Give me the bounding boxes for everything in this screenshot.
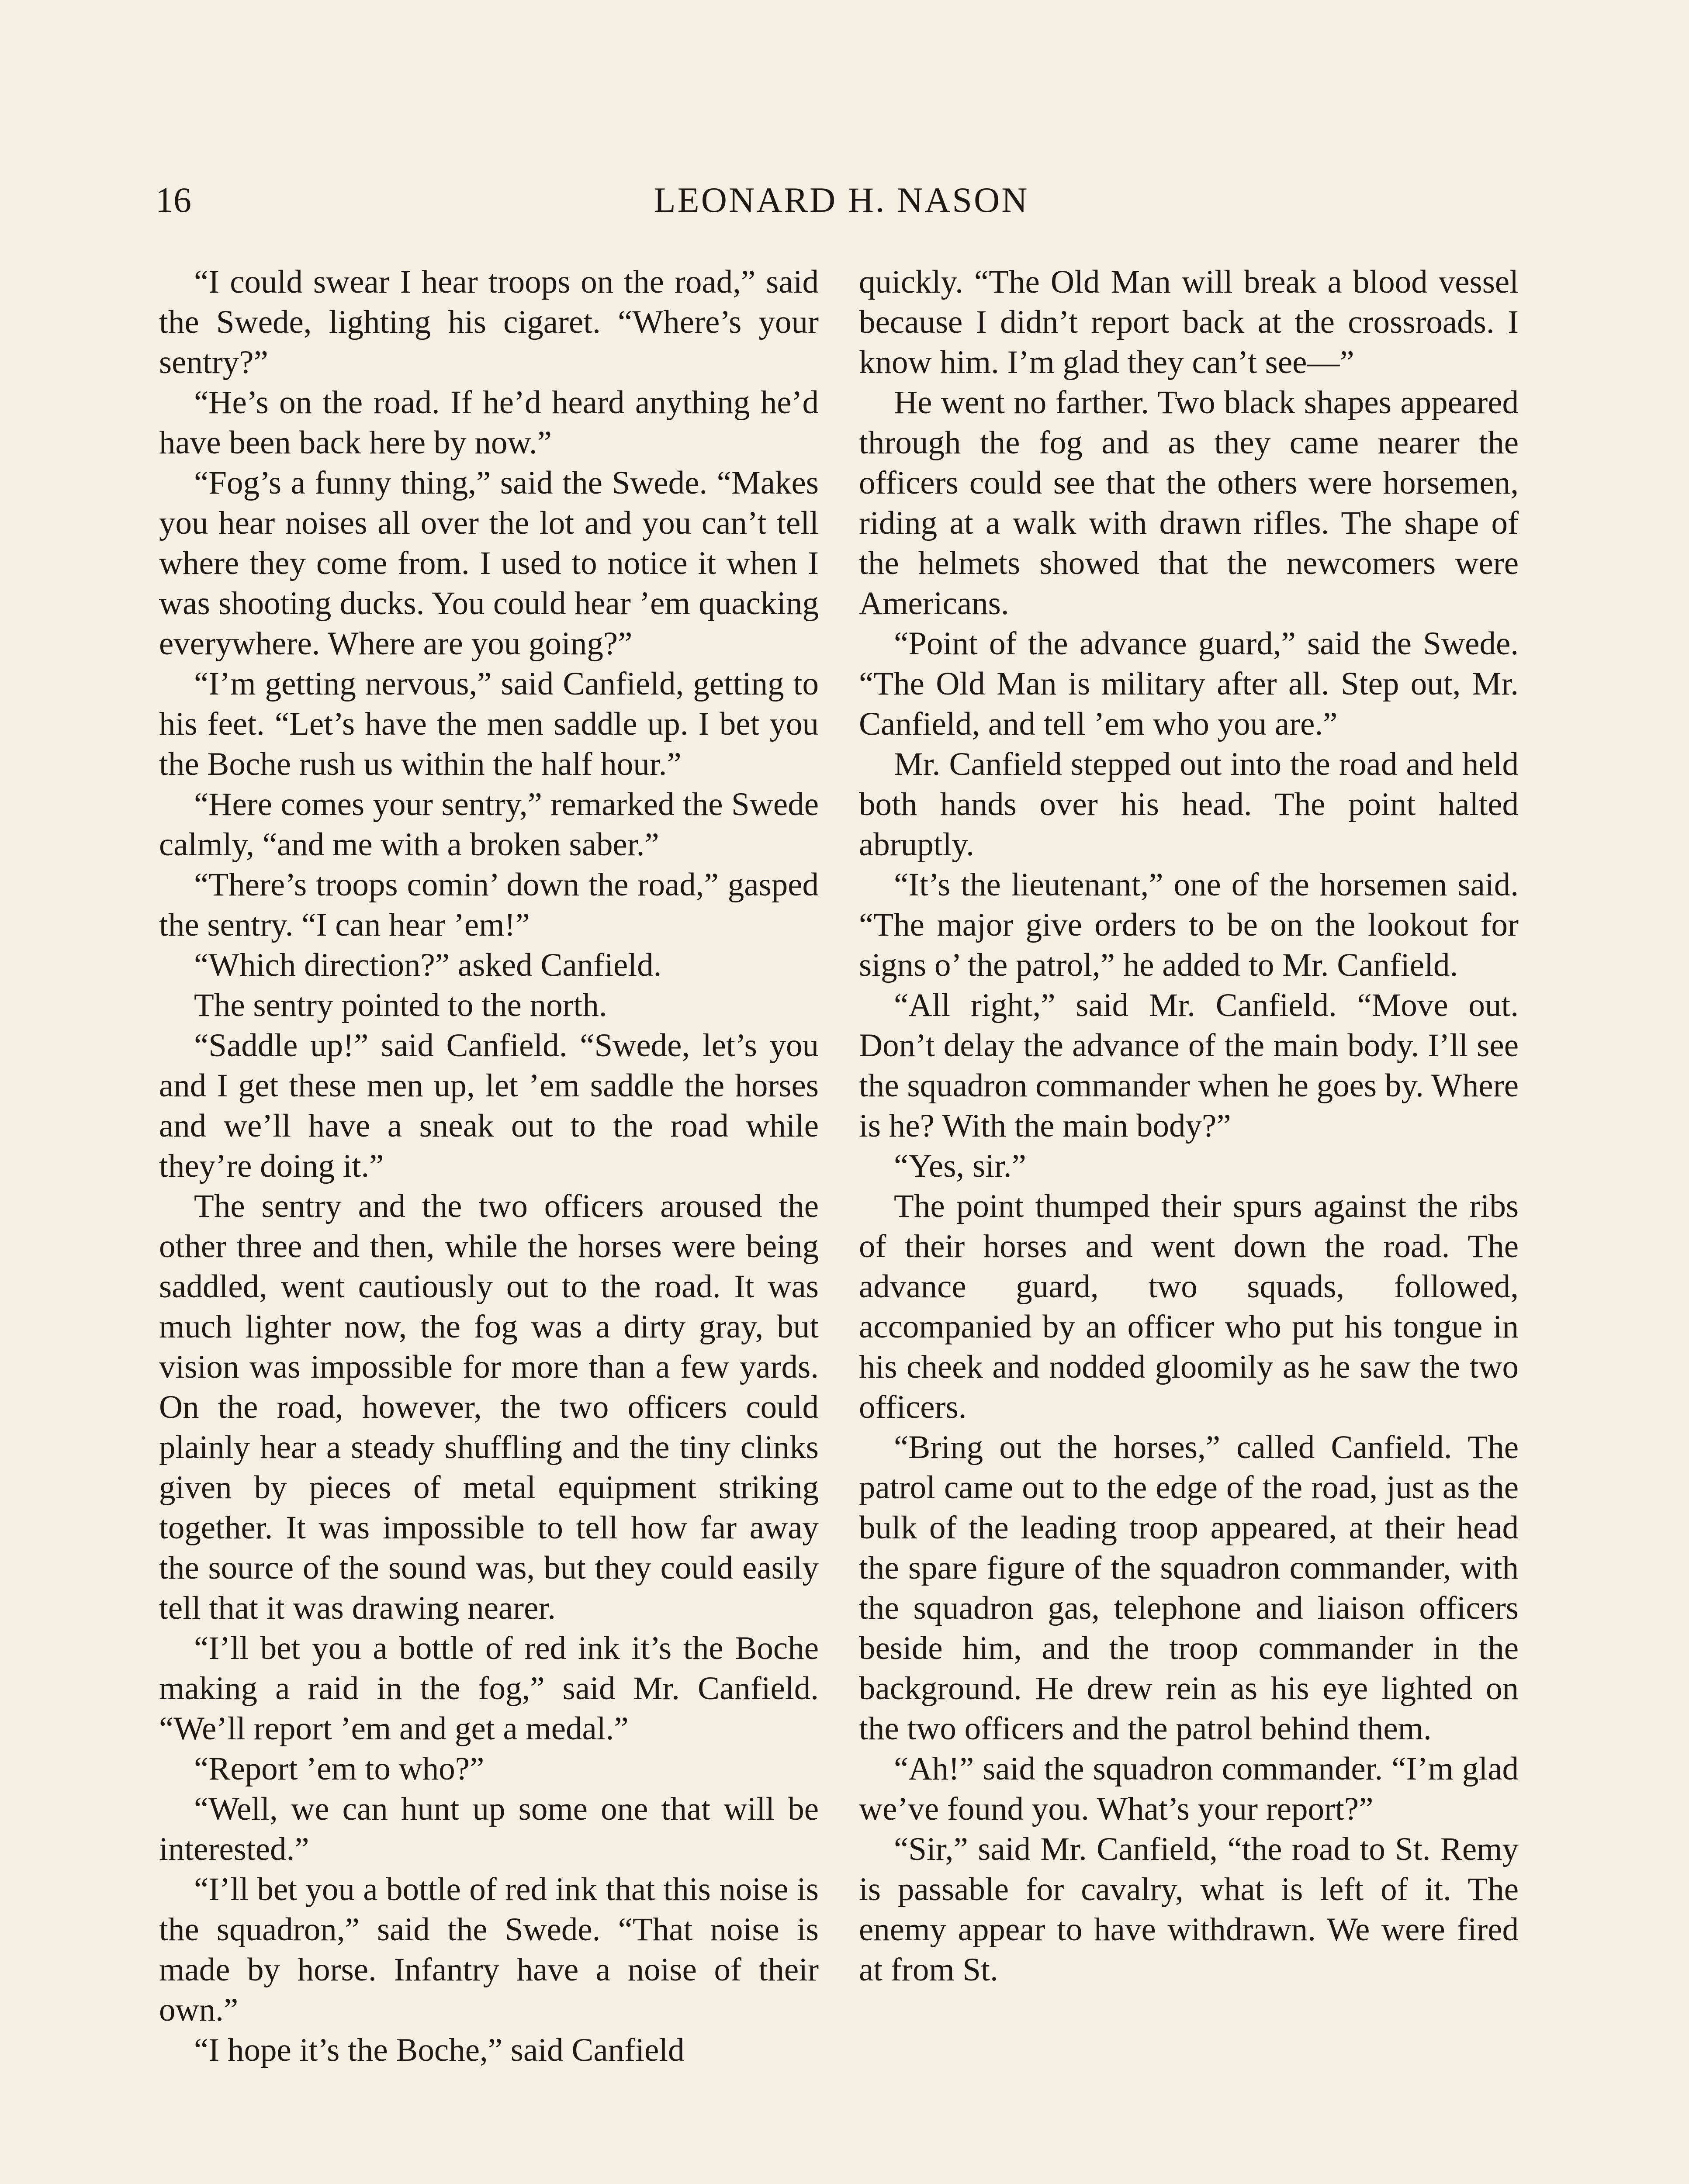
paragraph: The point thumped their spurs against the ribs of their horses and went down the road. The advance guard, two squads, followed, accompanied by an officer who put his tongue in his cheek and nodded gloomily as he saw the two officers. <box>859 1188 1519 1425</box>
paragraph: “I hope it’s the Boche,” said Canfield <box>194 2032 685 2068</box>
paragraph: “Saddle up!” said Canfield. “Swede, let’s you and I get these men up, let ’em saddle the horses and we’ll have a sneak out to the road while they’re doing it.” <box>159 1027 819 1184</box>
running-head: LEONARD H. NASON <box>654 180 1029 220</box>
paragraph: “Well, we can hunt up some one that will be interested.” <box>159 1791 819 1867</box>
paragraph: “He’s on the road. If he’d heard anything he’d have been back here by now.” <box>159 384 819 461</box>
paragraph: “I’ll bet you a bottle of red ink it’s the Boche making a raid in the fog,” said Mr. Canfield. “We’ll report ’em and get a medal.” <box>159 1630 819 1747</box>
paragraph: “I’m getting nervous,” said Canfield, getting to his feet. “Let’s have the men saddle up. I bet you the Boche rush us within the half hour.” <box>159 666 819 782</box>
paragraph: “Point of the advance guard,” said the Swede. “The Old Man is military after all. Step out, Mr. Canfield, and tell ’em who you are.” <box>859 625 1519 742</box>
paragraph: “I could swear I hear troops on the road,” said the Swede, lighting his cigaret. “Where’s your sentry?” <box>159 264 819 380</box>
right-column <box>859 262 1519 1990</box>
page-number: 16 <box>156 180 191 220</box>
continued-paragraph: quickly. “The Old Man will break a blood vessel because I didn’t report back at the crossroads. I know him. I’m glad they can’t see—” <box>859 264 1519 380</box>
paragraph: “Sir,” said Mr. Canfield, “the road to St. Remy is passable for cavalry, what is left of it. The enemy appear to have withdrawn. We were fired at from St. <box>859 1831 1519 1988</box>
paragraph: “Bring out the horses,” called Canfield. The patrol came out to the edge of the road, just as the bulk of the leading troop appeared, at their head the spare figure of the squadron commander, with the squadron gas, telephone and liaison officers beside him, and the troop commander in the background. He drew rein as his eye lighted on the two officers and the patrol behind them. <box>859 1429 1519 1747</box>
paragraph: He went no farther. Two black shapes appeared through the fog and as they came nearer the officers could see that the others were horsemen, riding at a walk with drawn rifles. The shape of the helmets showed that the newcomers were Americans. <box>859 384 1519 622</box>
paragraph: “Report ’em to who?” <box>194 1751 485 1787</box>
page-header <box>156 174 1527 226</box>
paragraph: “I’ll bet you a bottle of red ink that this noise is the squadron,” said the Swede. “That noise is made by horse. Infantry have a noise of their own.” <box>159 1871 819 2028</box>
paragraph: “All right,” said Mr. Canfield. “Move out. Don’t delay the advance of the main body. I’ll see the squadron commander when he goes by. Where is he? With the main body?” <box>859 987 1519 1144</box>
paragraph: The sentry and the two officers aroused the other three and then, while the horses were being saddled, went cautiously out to the road. It was much lighter now, the fog was a dirty gray, but vision was impossible for more than a few yards. On the road, however, the two officers could plainly hear a steady shuffling and the tiny clinks given by pieces of metal equipment striking together. It was impossible to tell how far away the source of the sound was, but they could easily tell that it was drawing nearer. <box>159 1188 819 1626</box>
paragraph: The sentry pointed to the north. <box>194 987 607 1023</box>
left-column <box>159 262 819 2070</box>
paragraph: “There’s troops comin’ down the road,” gasped the sentry. “I can hear ’em!” <box>159 867 819 943</box>
paragraph: “Ah!” said the squadron commander. “I’m glad we’ve found you. What’s your report?” <box>859 1751 1519 1827</box>
paragraph: “Which direction?” asked Canfield. <box>194 947 662 983</box>
paragraph: “It’s the lieutenant,” one of the horsemen said. “The major give orders to be on the lookout for signs o’ the patrol,” he added to Mr. Canfield. <box>859 867 1519 983</box>
paragraph: “Here comes your sentry,” remarked the Swede calmly, “and me with a broken saber.” <box>159 786 819 863</box>
paragraph: “Fog’s a funny thing,” said the Swede. “Makes you hear noises all over the lot and you can’t tell where they come from. I used to notice it when I was shooting ducks. You could hear ’em quacking everywhere. Where are you going?” <box>159 465 819 662</box>
paragraph: Mr. Canfield stepped out into the road and held both hands over his head. The point halted abruptly. <box>859 746 1519 863</box>
paragraph: “Yes, sir.” <box>894 1148 1026 1184</box>
